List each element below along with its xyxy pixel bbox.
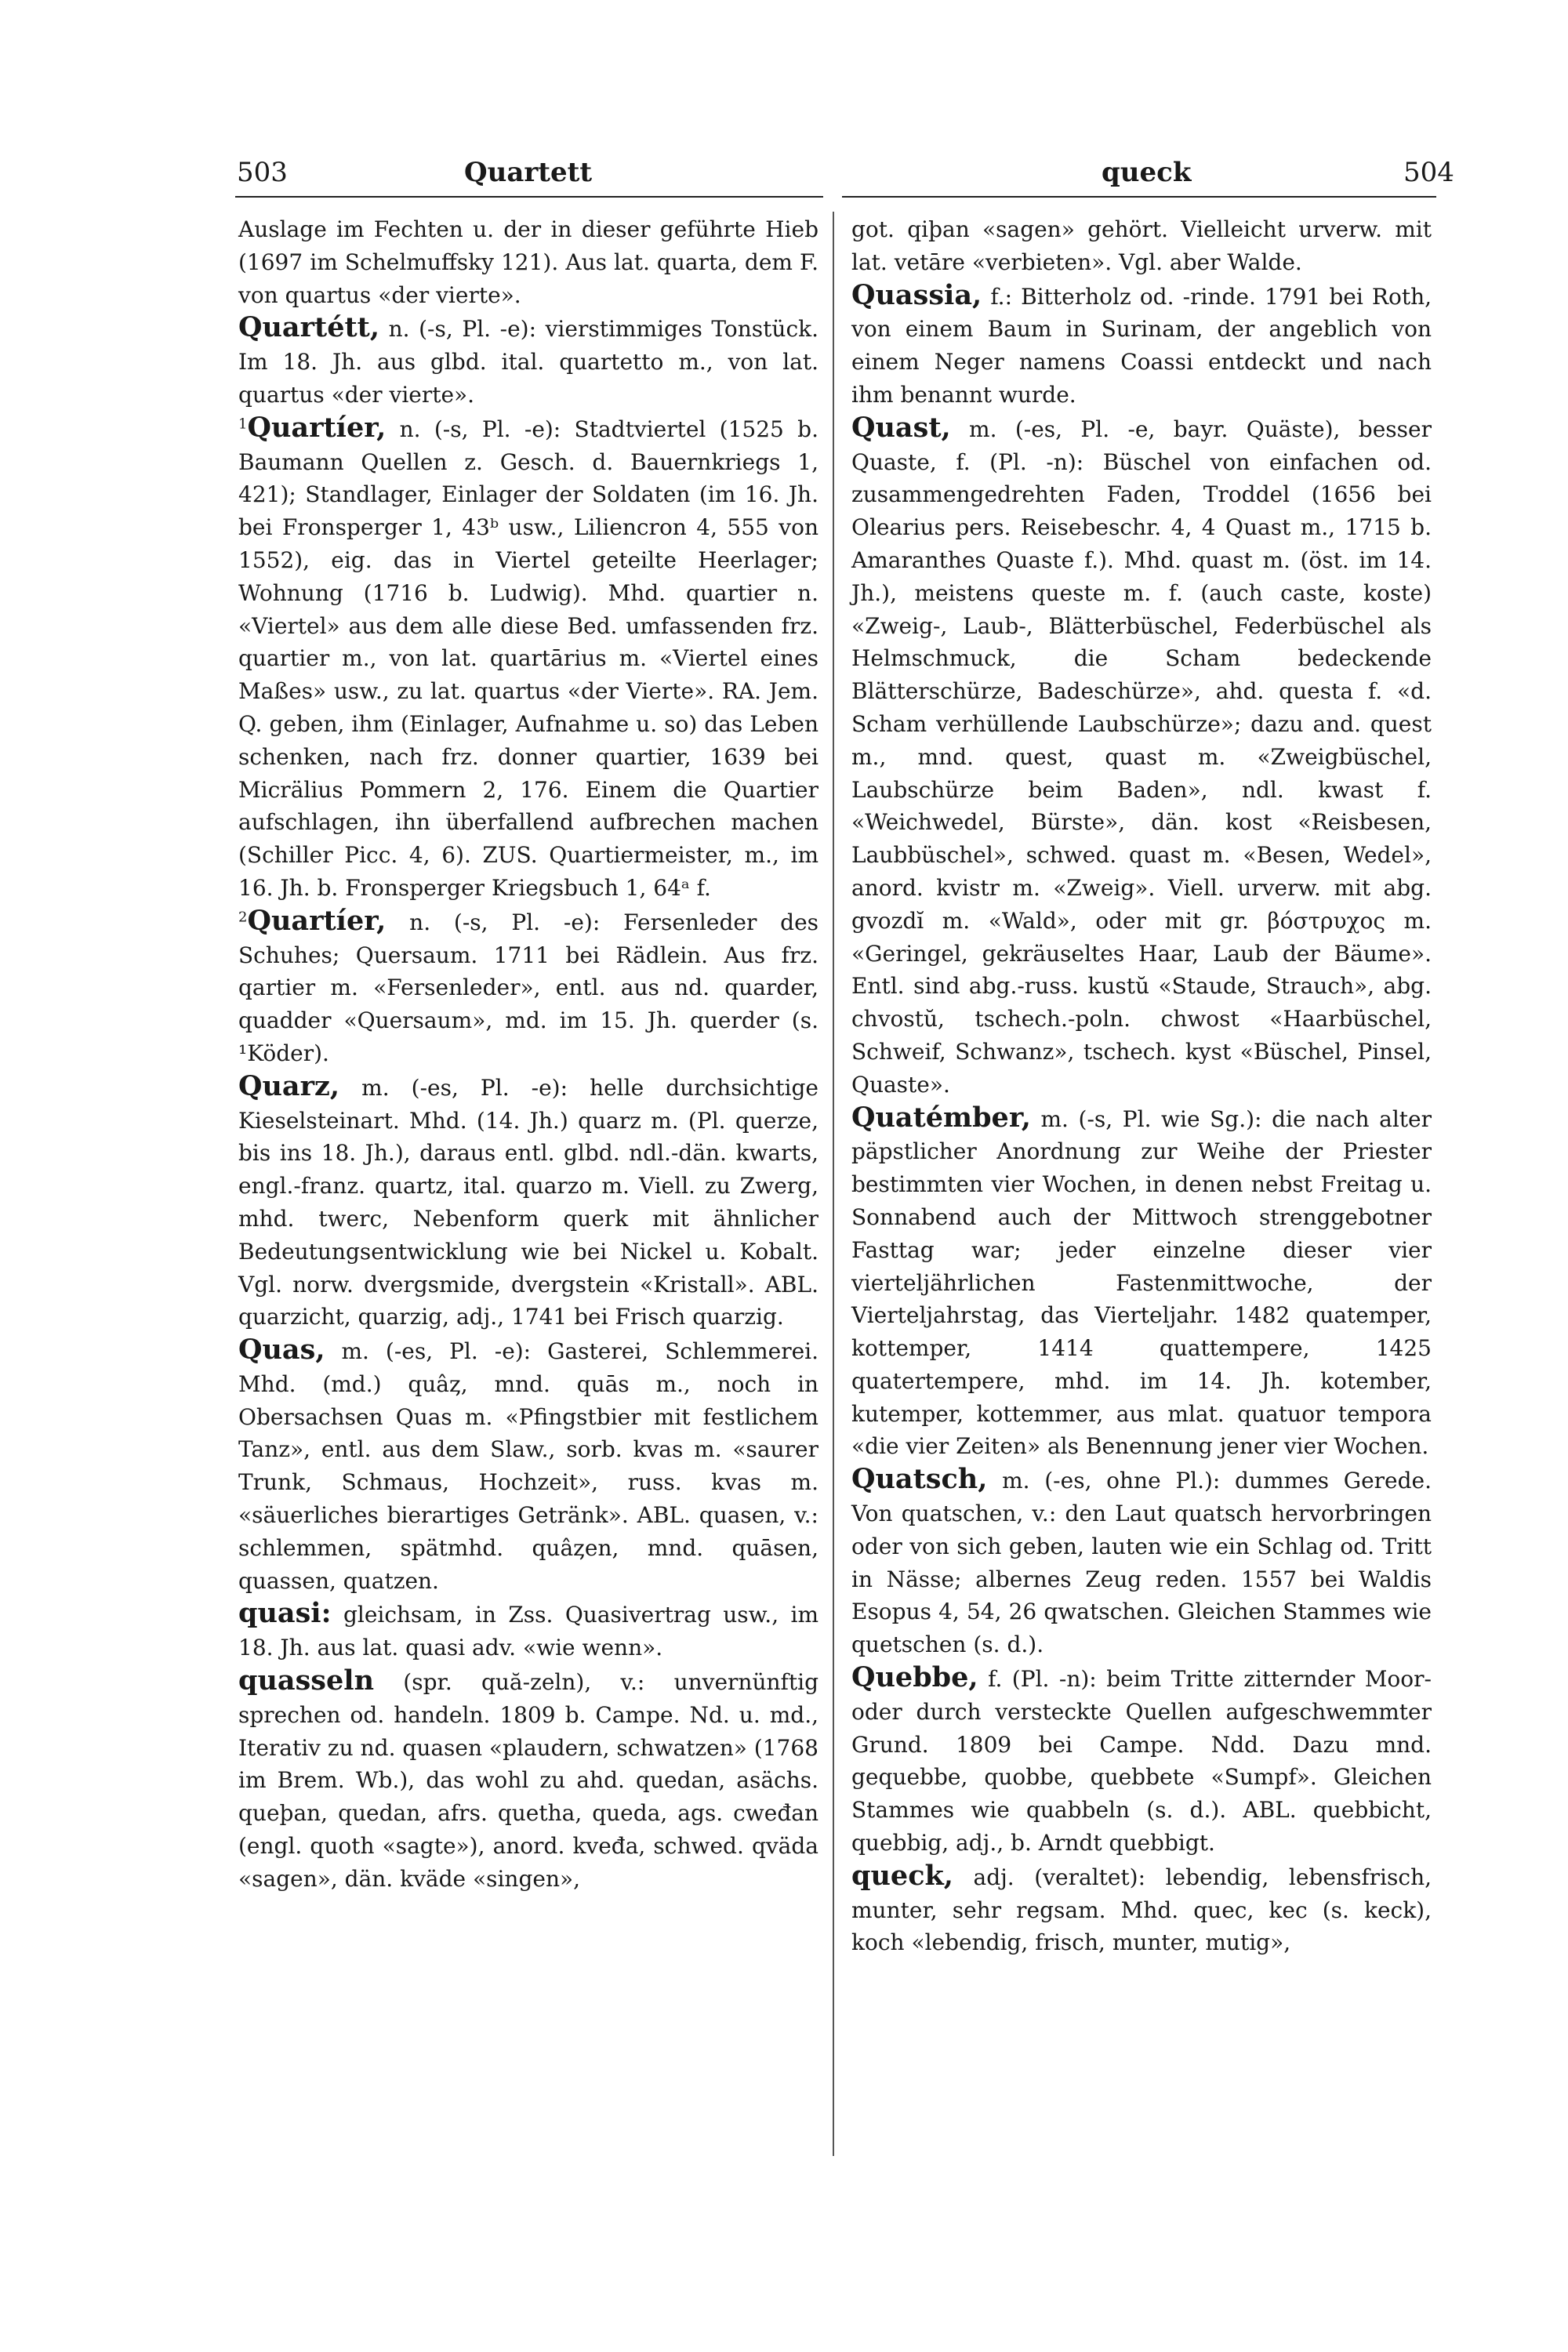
entry-headword: Quarz, xyxy=(238,1069,340,1102)
entry-body: n. (-s, Pl. -e): Stadtviertel (1525 b. Baumann Quellen z. Gesch. d. Bauernkriegs 1, 421); Standlager, Einlager der Soldaten (im 16. Jh. bei Fronsperger 1, 43ᵇ usw., Liliencron 4, 555 von 1552), eig. das in Viertel geteilte Heerlager; Wohnung (1716 b. Ludwig). Mhd. quartier n. «Viertel» aus dem alle diese Bed. umfassenden frz. quartier m., von lat. quartārius m. «Viertel eines Maßes» usw., zu lat. quartus «der Vierte». RA. Jem. Q. geben, ihm (Einlager, Aufnahme u. so) das Leben schenken, nach frz. donner quartier, 1639 bei Micrälius Pommern 2, 176. Einem die Quartier aufschlagen, ihn überfallend aufbrechen machen (Schiller Picc. 4, 6). ZUS. Quartiermeister, m., im 16. Jh. b. Fronsperger Kriegsbuch 1, 64ᵃ f. xyxy=(238,416,818,901)
entry-headword: Quebbe, xyxy=(851,1661,978,1694)
dictionary-entry xyxy=(851,213,1432,279)
page-number-right: 504 xyxy=(1403,157,1454,188)
entry-body: adj. (veraltet): lebendig, lebensfrisch, munter, sehr regsam. Mhd. quec, kec (s. keck), koch «lebendig, frisch, munter, mutig», xyxy=(851,1864,1432,1956)
dictionary-entry xyxy=(238,311,818,411)
entry-headword: Quatsch, xyxy=(851,1463,988,1496)
header-rule-left xyxy=(235,196,823,198)
dictionary-entry xyxy=(238,1070,818,1334)
entry-headword: Quartíer, xyxy=(247,904,387,937)
entry-body: gleichsam, in Zss. Quasivertrag usw., im 18. Jh. aus lat. quasi adv. «wie wenn». xyxy=(238,1602,819,1661)
entry-body: (spr. quă-zeln), v.: unvernünftig sprechen od. handeln. 1809 b. Campe. Nd. u. md., Iterativ zu nd. quasen «plaudern, schwatzen» (1768 im Brem. Wb.), das wohl zu ahd. quedan, asächs. queþan, quedan, afrs. quetha, queda, ags. cweđan (engl. quoth «sagte»), anord. kveđa, schwed. qväda «sagen», dän. kväde «singen», xyxy=(238,1669,818,1892)
entry-body: m. (-es, Pl. -e): Gasterei, Schlemmerei. Mhd. (md.) quâȥ, mnd. quās m., noch in Obersachsen Quas m. «Pfingstbier mit festlichem Tanz», entl. aus dem Slaw., sorb. kvas m. «saurer Trunk, Schmaus, Hochzeit», russ. kvas m. «säuerliches bierartiges Getränk». ABL. quasen, v.: schlemmen, spätmhd. quâȥen, mnd. quāsen, quassen, quatzen. xyxy=(238,1338,818,1594)
left-column xyxy=(238,213,818,1896)
entry-headword: Quas, xyxy=(238,1334,325,1367)
entry-headword: quasseln xyxy=(238,1664,375,1697)
dictionary-entry xyxy=(238,213,818,311)
entry-headword: Quartétt, xyxy=(238,311,380,344)
entry-headword: Quast, xyxy=(851,411,951,444)
entry-body: n. (-s, Pl. -e): vierstimmiges Tonstück. Im 18. Jh. aus glbd. ital. quartetto m., von lat. quartus «der vierte». xyxy=(238,316,819,408)
dictionary-entry xyxy=(851,1860,1432,1959)
dictionary-entry xyxy=(238,1664,818,1896)
homograph-number: 2 xyxy=(238,909,248,926)
entry-body: m. (-es, Pl. -e): helle durchsichtige Kieselsteinart. Mhd. (14. Jh.) quarz m. (Pl. querze, bis ins 18. Jh.), daraus entl. glbd. ndl.-dän. kwarts, engl.-franz. quartz, ital. quarzo m. Viell. zu Zwerg, mhd. twerc, Nebenform querk mit ähnlicher Bedeutungsentwicklung wie bei Nickel u. Kobalt. Vgl. norw. dvergsmide, dvergstein «Kristall». ABL. quarzicht, quarzig, adj., 1741 bei Frisch quarzig. xyxy=(238,1074,818,1330)
entry-headword: Quatémber, xyxy=(851,1101,1031,1134)
entry-headword: Quartíer, xyxy=(247,411,387,444)
dictionary-entry xyxy=(851,1661,1432,1860)
entry-body: got. qiþan «sagen» gehört. Vielleicht urverw. mit lat. vetāre «verbieten». Vgl. aber Walde. xyxy=(851,216,1432,275)
entry-body: n. (-s, Pl. -e): Fersenleder des Schuhes; Quersaum. 1711 bei Rädlein. Aus frz. qartier m. «Fersenleder», entl. aus nd. quarder, quadder «Quersaum», md. im 15. Jh. querder (s. ¹Köder). xyxy=(238,909,819,1066)
column-divider xyxy=(833,212,834,2156)
running-head-right: queck xyxy=(1102,157,1192,188)
dictionary-entry xyxy=(238,1334,818,1597)
dictionary-entry xyxy=(238,905,818,1070)
entry-headword: Quassia, xyxy=(851,278,982,311)
entry-headword: queck, xyxy=(851,1859,953,1892)
entry-body: Auslage im Fechten u. der in dieser geführte Hieb (1697 im Schelmuffsky 121). Aus lat. quarta, dem F. von quartus «der vierte». xyxy=(238,216,818,308)
dictionary-entry xyxy=(851,279,1432,412)
dictionary-entry xyxy=(851,1463,1432,1661)
header-rule-right xyxy=(842,196,1436,198)
entry-body: f.: Bitterholz od. -rinde. 1791 bei Roth, von einem Baum in Surinam, der angeblich von einem Neger namens Coassi entdeckt und nach ihm benannt wurde. xyxy=(851,283,1432,408)
dictionary-entry xyxy=(851,412,1432,1102)
entry-body: m. (-es, Pl. -e, bayr. Quäste), besser Quaste, f. (Pl. -n): Büschel von einfachen od. zusammengedrehten Faden, Troddel (1656 bei Olearius pers. Reisebeschr. 4, 4 Quast m., 1715 b. Amaranthes Quaste f.). Mhd. quast m. (öst. im 14. Jh.), meistens queste m. f. (auch caste, koste) «Zweig-, Laub-, Blätterbüschel, Federbüschel als Helmschmuck, die Scham bedeckende Blätterschürze, Badeschürze», ahd. questa f. «d. Scham verhüllende Laubschürze»; dazu and. quest m., mnd. quest, quast m. «Zweigbüschel, Laubschürze beim Baden», ndl. kwast f. «Weichwedel, Bürste», dän. kost «Reisbesen, Laubbüschel», schwed. quast m. «Besen, Wedel», anord. kvistr m. «Zweig». Viell. urverw. mit abg. gvozdĭ m. «Wald», oder mit gr. βόστρυχος m. «Geringel, gekräuseltes Haar, Laub der Bäume». Entl. sind abg.-russ. kustŭ «Staude, Strauch», abg. chvostŭ, tschech.-poln. chwost «Haarbüschel, Schweif, Schwanz», tschech. kyst «Büschel, Pinsel, Quaste». xyxy=(851,416,1432,1098)
dictionary-entry xyxy=(851,1102,1432,1464)
homograph-number: 1 xyxy=(238,416,248,433)
dictionary-entry xyxy=(238,1597,818,1664)
right-column xyxy=(851,213,1432,1959)
entry-body: m. (-es, ohne Pl.): dummes Gerede. Von quatschen, v.: den Laut quatsch hervorbringen oder von sich geben, lauten wie ein Schlag od. Tritt in Nässe; albernes Zeug reden. 1557 bei Waldis Esopus 4, 54, 26 qwatschen. Gleichen Stammes wie quetschen (s. d.). xyxy=(851,1468,1432,1658)
running-head-left: Quartett xyxy=(464,157,593,188)
entry-body: f. (Pl. -n): beim Tritte zitternder Moor- oder durch versteckte Quellen aufgeschwemmter Grund. 1809 bei Campe. Ndd. Dazu mnd. gequebbe, quobbe, quebbete «Sumpf». Gleichen Stammes wie quabbeln (s. d.). ABL. quebbicht, quebbig, adj., b. Arndt quebbigt. xyxy=(851,1666,1432,1857)
entry-body: m. (-s, Pl. wie Sg.): die nach alter päpstlicher Anordnung zur Weihe der Priester bestimmten vier Wochen, in denen nebst Freitag u. Sonnabend auch der Mittwoch strenggebotner Fasttag war; jeder einzelne dieser vier vierteljährlichen Fastenmittwoche, der Vierteljahrstag, das Vierteljahr. 1482 quatemper, kottemper, 1414 quattempere, 1425 quatertempere, mhd. im 14. Jh. kotember, kutemper, kottemmer, aus mlat. quatuor tempora «die vier Zeiten» als Benennung jener vier Wochen. xyxy=(851,1105,1432,1460)
entry-headword: quasi: xyxy=(238,1597,332,1630)
page-number-left: 503 xyxy=(237,157,288,188)
dictionary-entry xyxy=(238,412,818,905)
